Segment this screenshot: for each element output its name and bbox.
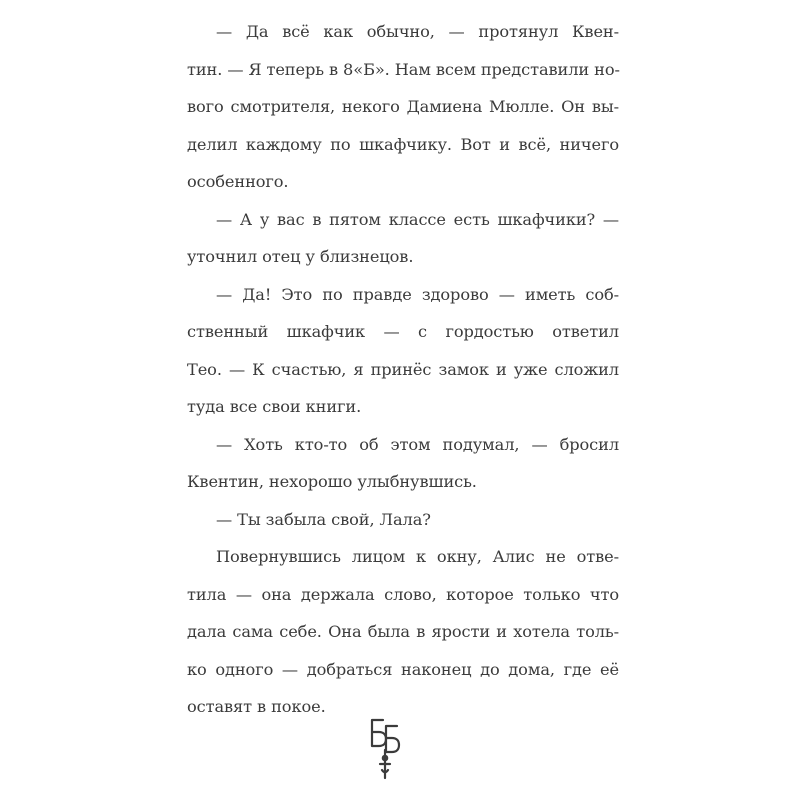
text-line: делил каждому по шкафчику. Вот и всё, ничего <box>187 134 619 154</box>
text-line: — Да! Это по правде здорово — иметь соб- <box>216 284 619 304</box>
text-line: ко одного — добраться наконец до дома, где её <box>187 659 619 679</box>
text-line: Тео. — К счастью, я принёс замок и уже сложил <box>187 359 619 379</box>
text-line: уточнил отец у близнецов. <box>187 247 414 266</box>
page-text <box>187 13 619 726</box>
text-line: — Да всё как обычно, — протянул Квен- <box>216 22 619 41</box>
text-line: Повернувшись лицом к окну, Алис не отве- <box>216 547 619 566</box>
text-line: вого смотрителя, некого Дамиена Мюлле. Он вы- <box>187 97 619 116</box>
text-line: особенного. <box>187 172 289 191</box>
text-line: — Хоть кто-то об этом подумал, — бросил <box>216 434 619 454</box>
text-line: тин. — Я теперь в 8«Б». Нам всем представили но- <box>187 59 620 79</box>
text-line: — Ты забыла свой, Лала? <box>216 509 431 529</box>
text-line: туда все свои книги. <box>187 397 362 416</box>
publisher-monogram-icon <box>367 712 403 784</box>
text-line: Квентин, нехорошо улыбнувшись. <box>187 472 477 491</box>
text-line: — А у вас в пятом классе есть шкафчики? — <box>216 209 619 229</box>
text-line: дала сама себе. Она была в ярости и хотела толь- <box>187 622 619 641</box>
text-line: тила — она держала слово, которое только что <box>187 584 619 604</box>
text-line: оставят в покое. <box>187 697 326 716</box>
text-line: ственный шкафчик — с гордостью ответил <box>187 322 619 341</box>
